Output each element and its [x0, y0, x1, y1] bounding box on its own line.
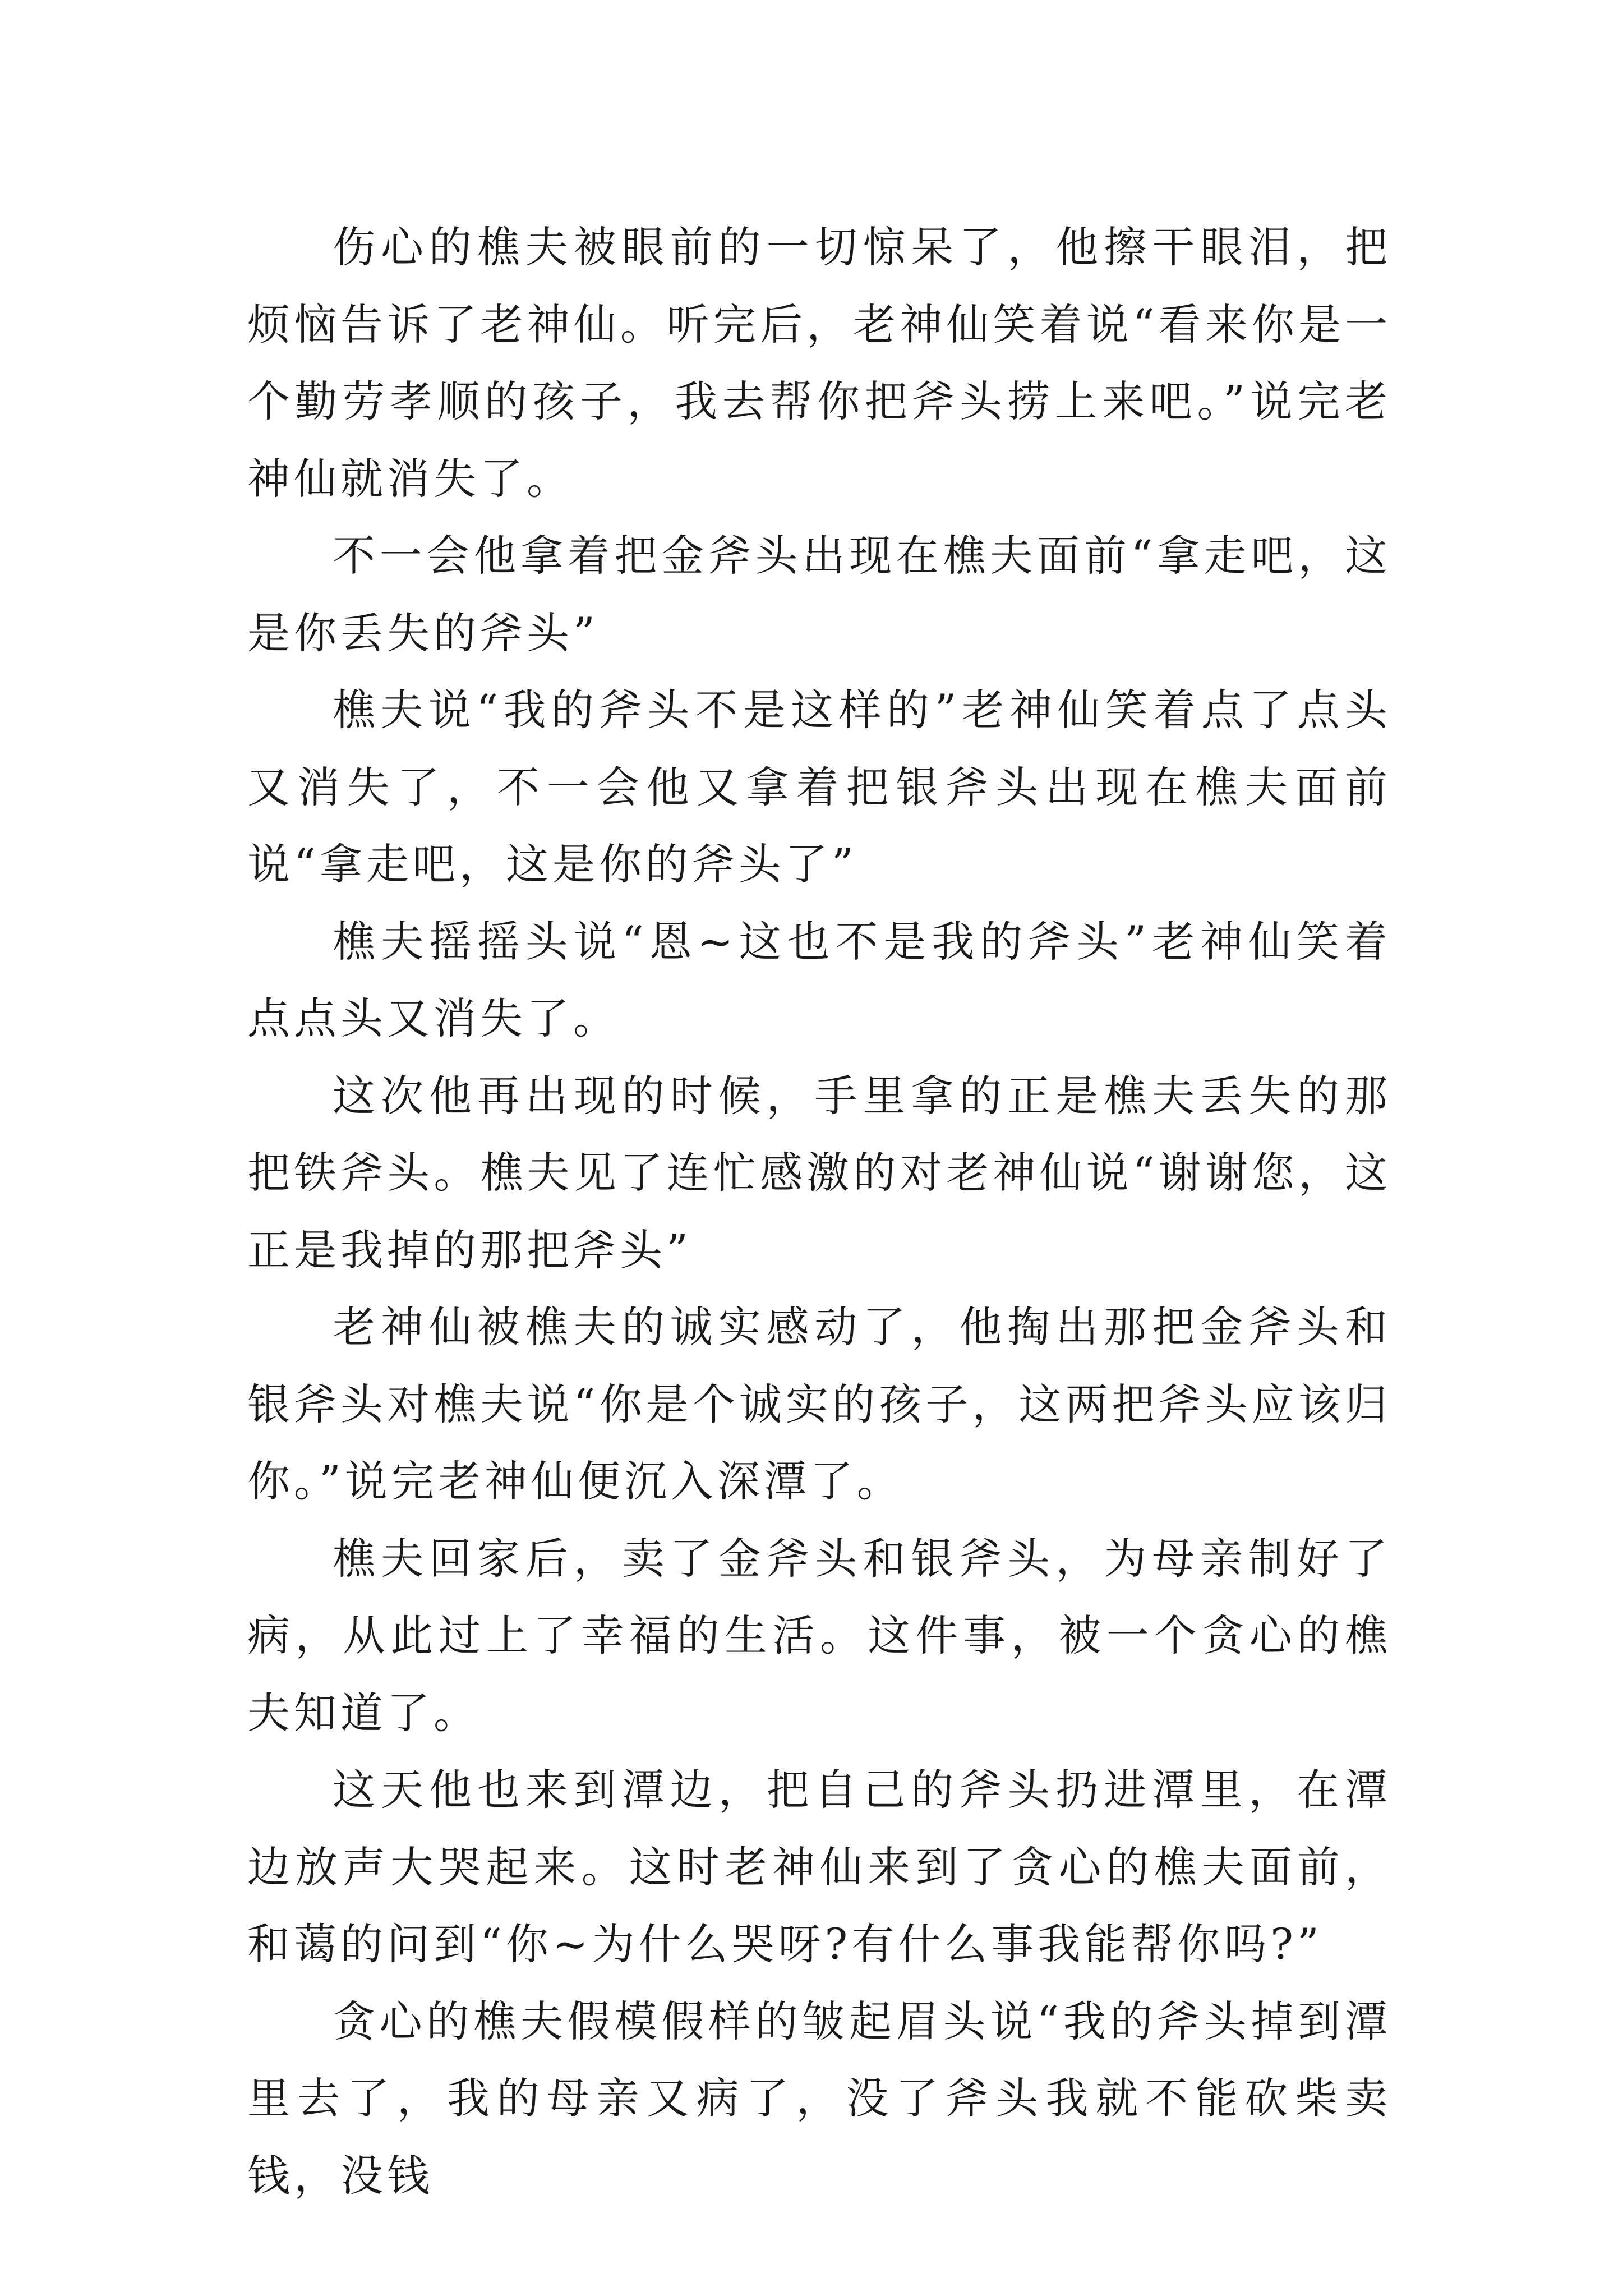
paragraph-7: 樵夫回家后，卖了金斧头和银斧头，为母亲制好了病，从此过上了幸福的生活。这件事，被一个贪心的樵夫知道了。 — [247, 1533, 1391, 1738]
paragraph-4: 樵夫摇摇头说“恩~这也不是我的斧头”老神仙笑着点点头又消失了。 — [247, 916, 1391, 1043]
paragraph-8: 这天他也来到潭边，把自己的斧头扔进潭里，在潭边放声大哭起来。这时老神仙来到了贪心的樵夫面前，和蔼的问到“你~为什么哭呀?有什么事我能帮你吗?” — [247, 1765, 1391, 1969]
paragraph-5: 这次他再出现的时候，手里拿的正是樵夫丢失的那把铁斧头。樵夫见了连忙感激的对老神仙说“谢谢您，这正是我掉的那把斧头” — [247, 1070, 1391, 1275]
paragraph-9: 贪心的樵夫假模假样的皱起眉头说“我的斧头掉到潭里去了，我的母亲又病了，没了斧头我就不能砍柴卖钱，没钱 — [247, 1996, 1391, 2201]
paragraph-1: 伤心的樵夫被眼前的一切惊呆了，他擦干眼泪，把烦恼告诉了老神仙。听完后，老神仙笑着说“看来你是一个勤劳孝顺的孩子，我去帮你把斧头捞上来吧。”说完老神仙就消失了。 — [247, 222, 1391, 504]
story-body — [247, 209, 1391, 2214]
paragraph-3: 樵夫说“我的斧头不是这样的”老神仙笑着点了点头又消失了，不一会他又拿着把银斧头出现在樵夫面前说“拿走吧，这是你的斧头了” — [247, 685, 1391, 889]
paragraph-6: 老神仙被樵夫的诚实感动了，他掏出那把金斧头和银斧头对樵夫说“你是个诚实的孩子，这两把斧头应该归你。”说完老神仙便沉入深潭了。 — [247, 1302, 1391, 1506]
paragraph-2: 不一会他拿着把金斧头出现在樵夫面前“拿走吧，这是你丢失的斧头” — [247, 531, 1391, 658]
